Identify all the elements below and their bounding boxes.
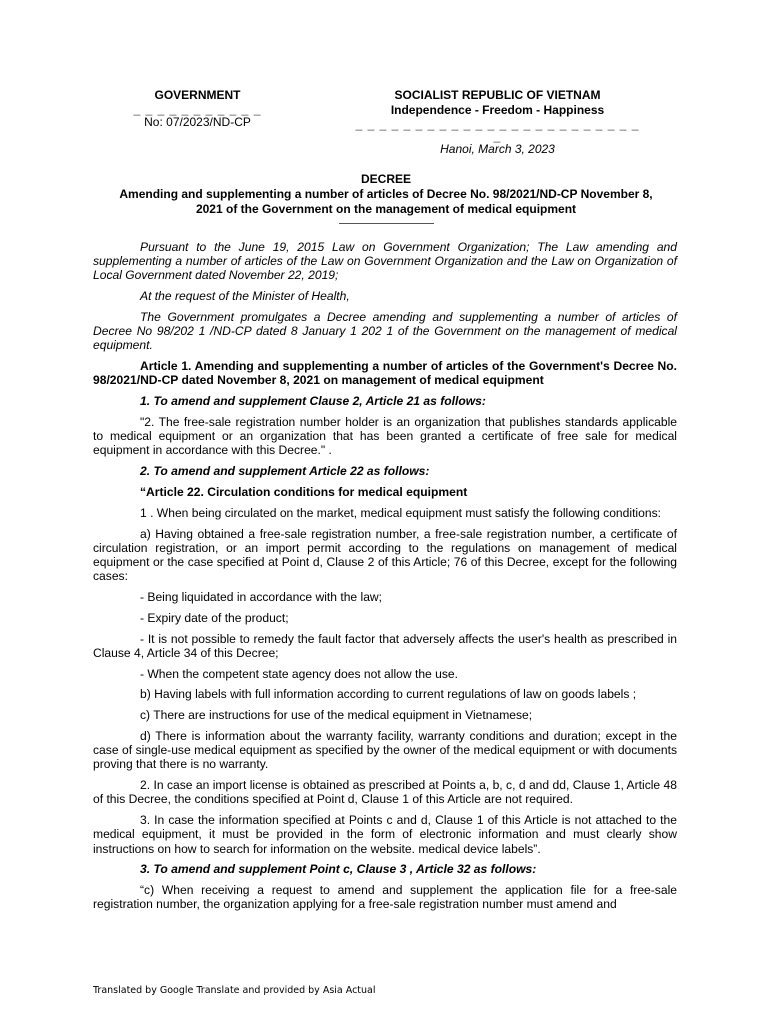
article-1-heading: Article 1. Amending and supplementing a number of articles of the Government's Decree No. 98/2021/ND-CP dated November 8, 2021 on management of medical equipment	[93, 359, 677, 388]
issuing-authority: GOVERNMENT	[154, 88, 241, 102]
amendment-3-heading: 3. To amend and supplement Point c, Clause 3 , Article 32 as follows:	[140, 862, 537, 877]
translation-footer: Translated by Google Translate and provided by Asia Actual	[93, 985, 376, 996]
list-item: - It is not possible to remedy the fault factor that adversely affects the user's health as prescribed in Clause 4, Article 34 of this Decree;	[93, 631, 677, 660]
amendment-1-heading: 1. To amend and supplement Clause 2, Article 21 as follows:	[140, 394, 486, 409]
paragraph: "2. The free-sale registration number holder is an organization that publishes standards applicable to medical equipment or an organization that has been granted a certificate of free sale for medical equipment in accordance with this Decree." .	[93, 415, 677, 458]
paragraph: b) Having labels with full information according to current regulations of law on goods labels ;	[140, 687, 637, 702]
paragraph: “c) When receiving a request to amend and supplement the application file for a free-sale registration number, the organization applying for a free-sale registration number must amend and	[93, 883, 677, 912]
decree-title	[90, 172, 682, 224]
paragraph: 1 . When being circulated on the market, medical equipment must satisfy the following conditions:	[140, 505, 661, 520]
title-rule	[339, 223, 434, 224]
decree-body	[93, 240, 677, 918]
list-item: - Expiry date of the product;	[140, 610, 289, 625]
paragraph: d) There is information about the warranty facility, warranty conditions and duration; except in the case of single-use medical equipment as specified by the owner of the medical equipment or with documents proving that there is no warranty.	[93, 728, 677, 772]
document-type: DECREE	[360, 172, 411, 186]
preamble-request: At the request of the Minister of Health,	[140, 289, 350, 304]
paragraph: c) There are instructions for use of the medical equipment in Vietnamese;	[140, 708, 533, 723]
list-item: - When the competent state agency does not allow the use.	[140, 666, 458, 681]
paragraph: a) Having obtained a free-sale registration number, a free-sale registration number, a certificate of circulation registration, or an import permit according to the regulations on management of medical equipment or the case specified at Point d, Clause 2 of this Article; 76 of this Decree, except for the following cases:	[93, 526, 677, 584]
issue-date: Hanoi, March 3, 2023	[440, 142, 555, 156]
amendment-2-heading: 2. To amend and supplement Article 22 as follows:	[140, 464, 430, 479]
preamble-promulgation: The Government promulgates a Decree amending and supplementing a number of articles of Decree No 98/202 1 /ND-CP dated 8 January 1 202 1 of the Government on the management of medical equipment.	[93, 310, 677, 353]
list-item: - Being liquidated in accordance with the law;	[140, 590, 383, 604]
header-right	[355, 88, 640, 157]
country-name: SOCIALIST REPUBLIC OF VIETNAM	[394, 88, 601, 102]
header-left-separator: _ _ _ _ _ _ _ _ _ _ _	[133, 102, 262, 116]
title-line-2: 2021 of the Government on the management of medical equipment	[195, 202, 577, 216]
national-motto: Independence - Freedom - Happiness	[390, 103, 605, 117]
preamble-pursuant: Pursuant to the June 19, 2015 Law on Government Organization; The Law amending and supplementing a number of articles of the Law on Government Organization and the Law on Organization of Local Government dated November 22, 2019;	[93, 240, 677, 283]
paragraph: 3. In case the information specified at Points c and d, Clause 1 of this Article is not attached to the medical equipment, it must be provided in the form of electronic information and must clearly show instructions on how to search for information on the website. medical device labels”.	[93, 813, 677, 856]
paragraph: 2. In case an import license is obtained as prescribed at Points a, b, c, d and dd, Clause 1, Article 48 of this Decree, the conditions specified at Point d, Clause 1 of this Article are not required.	[93, 778, 677, 807]
article-22-heading: “Article 22. Circulation conditions for medical equipment	[140, 485, 468, 499]
decree-number: No: 07/2023/ND-CP	[144, 115, 251, 129]
header-left	[110, 88, 285, 130]
header-right-separator: _ _ _ _ _ _ _ _ _ _ _ _ _ _ _ _ _ _ _ _ _ _ _ _ _	[355, 117, 640, 143]
title-line-1: Amending and supplementing a number of articles of Decree No. 98/2021/ND-CP November 8,	[119, 187, 653, 201]
